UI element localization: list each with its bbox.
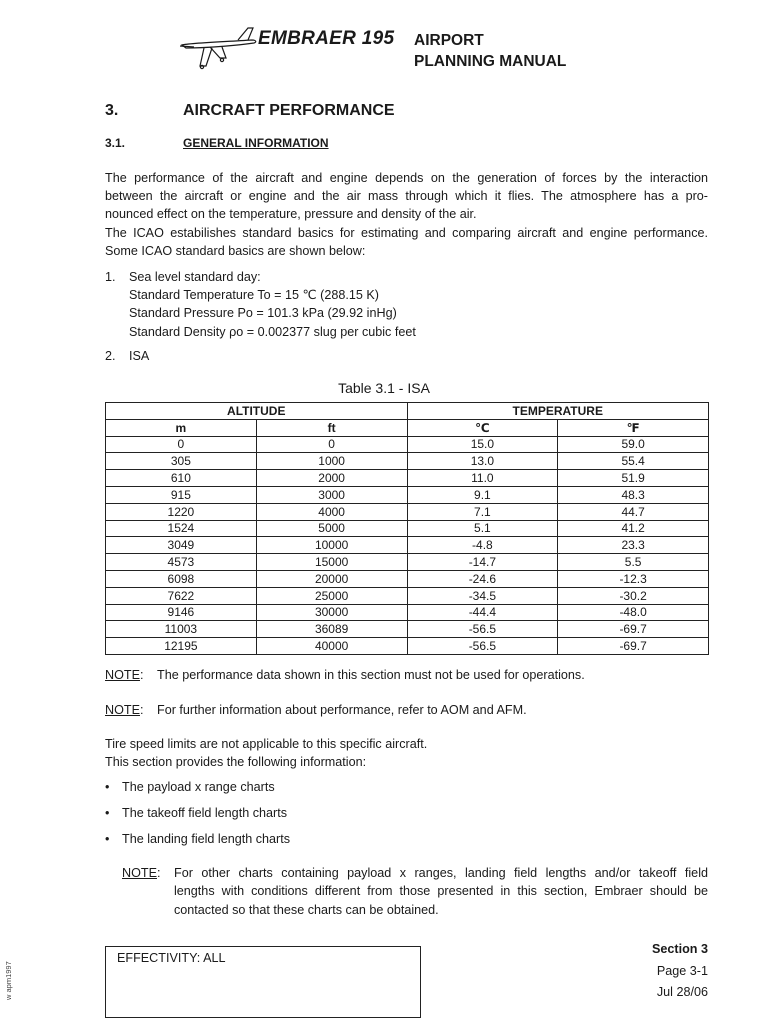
table-cell: 11003 <box>106 621 257 638</box>
table-cell: -69.7 <box>558 621 709 638</box>
table-cell: 48.3 <box>558 486 709 503</box>
table-cell: 15.0 <box>407 436 558 453</box>
section-title: AIRCRAFT PERFORMANCE <box>183 102 395 119</box>
table-group-header-row <box>106 403 709 420</box>
bullet-icon: • <box>105 832 110 846</box>
intro-paragraph: The performance of the aircraft and engine depends on the generation of forces by the interaction between the aircraft or engine and the air mass through which it flies. The atmosphere has a pro- nounced effect on the temperature, pressure and density of the air. The ICAO estabilishes standard basics for estimating and comparing aircraft and engine performance. Some ICAO standard basics are shown below: <box>105 171 708 258</box>
table-row <box>106 570 709 587</box>
effectivity-text: EFFECTIVITY: ALL <box>117 951 226 965</box>
note-label: NOTE <box>105 668 140 682</box>
table-cell: 11.0 <box>407 470 558 487</box>
note-other-charts: NOTE: For other charts containing payload x ranges, landing field lengths and/or takeoff field lengths with conditions different from those presented in this section, Embraer should be contacted so that these charts can be obtained. <box>122 864 708 920</box>
list-number-2: 2. <box>105 349 116 363</box>
embraer-aircraft-logo-icon <box>180 26 258 72</box>
table-cell: 305 <box>106 453 257 470</box>
footer-page-number: Page 3-1 <box>656 964 708 978</box>
table-row <box>106 436 709 453</box>
bullet-icon: • <box>105 780 110 794</box>
table-cell: -4.8 <box>407 537 558 554</box>
table-row <box>106 453 709 470</box>
note-text: For further information about performance, refer to AOM and AFM. <box>157 703 527 717</box>
table-cell: 5.5 <box>558 554 709 571</box>
subsection-title: GENERAL INFORMATION <box>183 136 329 150</box>
document-title: AIRPORT PLANNING MANUAL <box>414 32 567 70</box>
table-cell: 1220 <box>106 503 257 520</box>
brand-title: EMBRAER 195 <box>258 28 395 49</box>
table-cell: 610 <box>106 470 257 487</box>
note-label: NOTE <box>122 866 157 880</box>
table-cell: 0 <box>256 436 407 453</box>
table-cell: 20000 <box>256 570 407 587</box>
note-further-info: NOTE: For further information about performance, refer to AOM and AFM. <box>105 703 527 717</box>
table-cell: -24.6 <box>407 570 558 587</box>
table-cell: 1524 <box>106 520 257 537</box>
tire-speed-text: Tire speed limits are not applicable to this specific aircraft. This section provides the following information: <box>105 737 428 770</box>
table-cell: 41.2 <box>558 520 709 537</box>
table-row <box>106 486 709 503</box>
table-cell: -34.5 <box>407 587 558 604</box>
table-cell: -48.0 <box>558 604 709 621</box>
table-cell: 0 <box>106 436 257 453</box>
table-cell: -56.5 <box>407 638 558 655</box>
table-cell: 44.7 <box>558 503 709 520</box>
isa-table <box>105 402 709 655</box>
list-item-isa: ISA <box>129 349 150 363</box>
table-cell: -14.7 <box>407 554 558 571</box>
table-row <box>106 503 709 520</box>
table-cell: 9146 <box>106 604 257 621</box>
note-text: The performance data shown in this section must not be used for operations. <box>157 668 585 682</box>
column-header-fahrenheit: ℉ <box>558 419 709 436</box>
subsection-number: 3.1. <box>105 136 126 150</box>
table-cell: 2000 <box>256 470 407 487</box>
footer-section: Section 3 <box>652 942 708 956</box>
footer-date: Jul 28/06 <box>656 985 708 999</box>
bullet-icon: • <box>105 806 110 820</box>
table-cell: -56.5 <box>407 621 558 638</box>
column-header-m: m <box>106 419 257 436</box>
list-number-1: 1. <box>105 270 116 284</box>
note-operations: NOTE: The performance data shown in this section must not be used for operations. <box>105 668 585 682</box>
list-item-sea-level: Sea level standard day: Standard Temperature To = 15 ℃ (288.15 K) Standard Pressure Po = 101.3 kPa (29.92 inHg) Standard Density ρo = 0.002377 slug per cubic feet <box>129 270 416 339</box>
table-cell: 915 <box>106 486 257 503</box>
table-cell: 10000 <box>256 537 407 554</box>
table-caption: Table 3.1 - ISA <box>338 380 430 396</box>
table-cell: -12.3 <box>558 570 709 587</box>
section-number: 3. <box>105 102 119 119</box>
table-row <box>106 470 709 487</box>
table-row <box>106 554 709 571</box>
table-cell: -44.4 <box>407 604 558 621</box>
table-cell: 23.3 <box>558 537 709 554</box>
table-cell: 5.1 <box>407 520 558 537</box>
table-cell: -69.7 <box>558 638 709 655</box>
table-cell: 6098 <box>106 570 257 587</box>
table-cell: 36089 <box>256 621 407 638</box>
table-cell: 12195 <box>106 638 257 655</box>
table-cell: 4573 <box>106 554 257 571</box>
temperature-header: TEMPERATURE <box>407 403 709 420</box>
note-label: NOTE <box>105 703 140 717</box>
table-cell: 1000 <box>256 453 407 470</box>
table-cell: 40000 <box>256 638 407 655</box>
column-header-celsius: ℃ <box>407 419 558 436</box>
table-cell: 5000 <box>256 520 407 537</box>
altitude-header: ALTITUDE <box>106 403 408 420</box>
note-text: For other charts containing payload x ranges, landing field lengths and/or takeoff field lengths with conditions different from those presented in this section, Embraer should be contacted so that these charts can be obtained. <box>174 866 708 917</box>
table-row <box>106 604 709 621</box>
table-cell: 3000 <box>256 486 407 503</box>
table-row <box>106 621 709 638</box>
side-document-code: w apm1997 <box>4 961 13 1000</box>
table-column-header-row <box>106 419 709 436</box>
table-row <box>106 587 709 604</box>
table-row <box>106 537 709 554</box>
table-cell: 30000 <box>256 604 407 621</box>
table-cell: 25000 <box>256 587 407 604</box>
table-cell: -30.2 <box>558 587 709 604</box>
table-cell: 9.1 <box>407 486 558 503</box>
table-cell: 51.9 <box>558 470 709 487</box>
table-row <box>106 638 709 655</box>
table-cell: 7.1 <box>407 503 558 520</box>
column-header-ft: ft <box>256 419 407 436</box>
table-cell: 4000 <box>256 503 407 520</box>
table-cell: 15000 <box>256 554 407 571</box>
table-cell: 7622 <box>106 587 257 604</box>
table-row <box>106 520 709 537</box>
table-cell: 59.0 <box>558 436 709 453</box>
table-cell: 55.4 <box>558 453 709 470</box>
table-cell: 3049 <box>106 537 257 554</box>
table-cell: 13.0 <box>407 453 558 470</box>
